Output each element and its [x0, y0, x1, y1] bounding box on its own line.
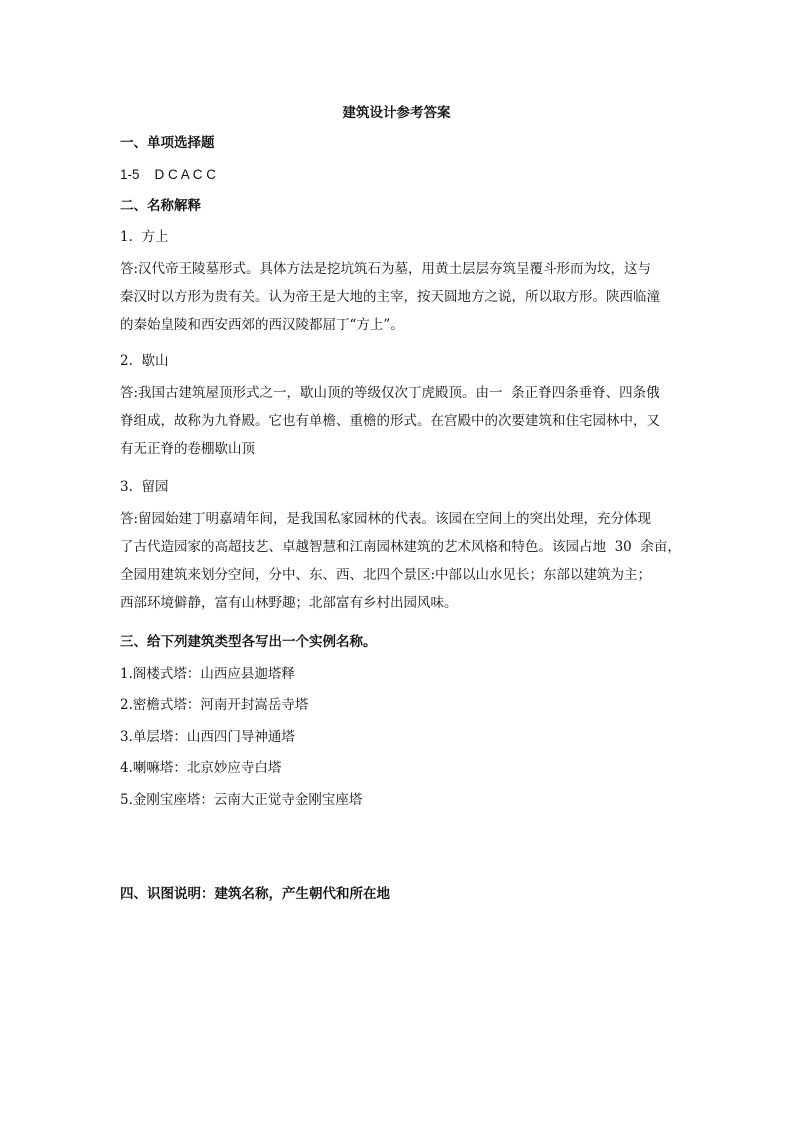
term-answer-liuyuan [120, 505, 681, 617]
term-label-liuyuan: 3. 留园 [120, 479, 169, 495]
term-label-xieshan: 2. 歇山 [120, 353, 169, 369]
answer-line: 答:留园始建丁明嘉靖年间，是我国私家园林的代表。该园在空间上的突出处理，充分体现 [120, 511, 652, 527]
answer-line: 的秦始皇陵和西安西郊的西汉陵都屈丁“方上”。 [120, 317, 404, 333]
example-item: 2.密檐式塔：河南开封嵩岳寺塔 [120, 697, 309, 713]
answer-line: 全园用建筑来划分空间，分中、东、西、北四个景区:中部以山水见长；东部以建筑为主； [120, 567, 652, 583]
answer-line: 了古代造园家的高超技艺、卓越智慧和江南园林建筑的艺术风格和特色。该园占地 30 余亩， [120, 539, 681, 555]
answer-line: 西部环境僻静，富有山林野趣；北部富有乡村出园风味。 [120, 595, 458, 611]
example-item: 3.单层塔：山西四门导神通塔 [120, 729, 295, 745]
section-heading-examples: 三、给下列建筑类型各写出一个实例名称。 [120, 634, 377, 650]
answer-line: 答:汉代帝王陵墓形式。具体方法是挖坑筑石为墓，用黄土层层夯筑呈覆斗形而为坟，这与 [120, 261, 652, 277]
section-heading-choice: 一、单项选择题 [120, 135, 215, 151]
answer-line: 脊组成，故称为九脊殿。它也有单檐、重檐的形式。在宫殿中的次要建筑和住宅园林中，又 [120, 413, 660, 429]
document-title: 建筑设计参考答案 [342, 105, 451, 121]
example-item: 5.金刚宝座塔：云南大正觉寺金刚宝座塔 [120, 792, 363, 808]
choice-answers: 1-5 D C A C C [120, 167, 217, 182]
example-item: 1.阁楼式塔：山西应县迦塔释 [120, 666, 295, 682]
example-item: 4.喇嘛塔：北京妙应寺白塔 [120, 760, 282, 776]
term-answer-fangshang [120, 255, 676, 339]
term-label-fangshang: 1. 方上 [120, 229, 169, 245]
term-answer-xieshan [120, 379, 676, 463]
section-heading-identify: 四、识图说明：建筑名称，产生朝代和所在地 [120, 886, 390, 902]
answer-line: 答:我国古建筑屋顶形式之一，歇山顶的等级仅次丁虎殿顶。由一 条正脊四条垂脊、四条俄 [120, 385, 660, 401]
section-heading-terms: 二、名称解释 [120, 198, 201, 214]
answer-line: 秦汉时以方形为贵有关。认为帝王是大地的主宰，按天圆地方之说，所以取方形。陕西临潼 [120, 289, 660, 305]
answer-line: 有无正脊的卷棚歇山顶 [120, 441, 255, 457]
